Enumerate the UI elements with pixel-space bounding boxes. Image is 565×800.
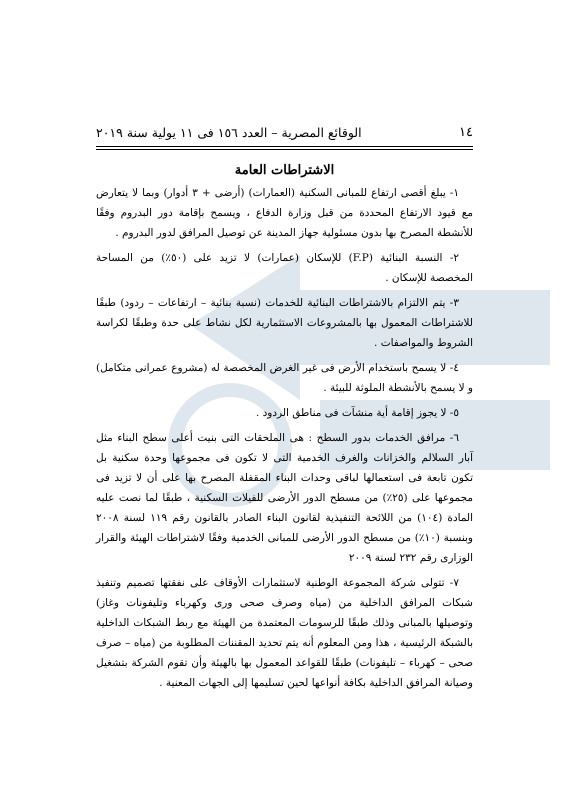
- paragraph-2: ٢- النسبة البنائية (F.P) للإسكان (عمارات) لا تزيد على (٥٠٪) من المساحة المخصصة للإسكان .: [96, 252, 473, 284]
- paragraph-3: ٣- يتم الالتزام بالاشتراطات البنائية للخدمات (نسبة بنائية – ارتفاعات – ردود) طبقًا للاشتراطات المعمول بها بالمشروعات الاستثمارية لكل نشاط على حدة وطبقًا لكراسة الشروط والمواصفات .: [96, 297, 473, 349]
- header-rule: [96, 146, 473, 147]
- page-header: [96, 125, 473, 147]
- header-rule-second: [96, 149, 473, 150]
- paragraph-7: ٧- تتولى شركة المجموعة الوطنية لاستثمارات الأوقاف على نفقتها تصميم وتنفيذ شبكات المرافق الداخلية من (مياه وصرف صحى ورى وكهرباء وتليفونات وغاز) وتوصيلها بالمبانى وذلك طبقًا للرسومات المعتمدة من الهيئة مع ربط الشبكات الداخلية بالشبكة الرئيسية ، هذا ومن المعلوم أنه يتم تحديد المقننات المطلوبة من (مياه – صرف صحى – كهرباء – تليفونات) طبقًا للقواعد المعمول بها بالهيئة وأن تقوم الشركة بتشغيل وصيانة المرافق الداخلية بكافة أنواعها لحين تسليمها إلى الجهات المعنية .: [96, 577, 473, 689]
- paragraph-1: ١- يبلغ أقصى ارتفاع للمبانى السكنية (العمارات) (أرضى + ٣ أدوار) وبما لا يتعارض مع قيود الارتفاع المحددة من قبل وزارة الدفاع ، ويسمح بإقامة دور البدروم وفقًا للأنشطة المصرح بها بدون مسئولية جهاز المدينة عن توصيل المرافق لدور البدروم .: [96, 187, 473, 239]
- page-number: ١٤: [459, 125, 473, 140]
- paragraph-6: ٦- مرافق الخدمات بدور السطح : هى الملحقات التى بنيت أعلى سطح البناء مثل آبار السلالم والخزانات والغرف الخدمية التى لا تكون فى مجموعها وحدة سكنية بل تكون تابعة فى استعمالها لباقى وحدات البناء المقفلة المصرح بها على أن لا تزيد فى مجموعها على (٢٥٪) من مسطح الدور الأرضى للفيلات السكنية ، طبقًا لما نصت عليه المادة (١٠٤) من اللائحة التنفيذية لقانون البناء الصادر بالقانون رقم ١١٩ لسنة ٢٠٠٨ وبنسبة (١٠٪) من مسطح الدور الأرضى للمبانى الخدمية وفقًا لاشتراطات الهيئة والقرار الوزارى رقم ٢٣٢ لسنة ٢٠٠٩: [96, 432, 474, 564]
- paragraph-5: ٥- لا يجوز إقامة أية منشآت فى مناطق الردود .: [255, 407, 459, 419]
- section-title: الاشتراطات العامة: [234, 163, 335, 178]
- running-title: الوقائع المصرية – العدد ١٥٦ فى ١١ يولية سنة ٢٠١٩: [96, 125, 362, 140]
- document-body: [96, 183, 473, 698]
- paragraph-4: ٤- لا يسمح باستخدام الأرض فى غير الغرض المخصصة له (مشروع عمرانى متكامل) و لا يسمح بالأنشطة الملوثة للبيئة .: [96, 362, 473, 394]
